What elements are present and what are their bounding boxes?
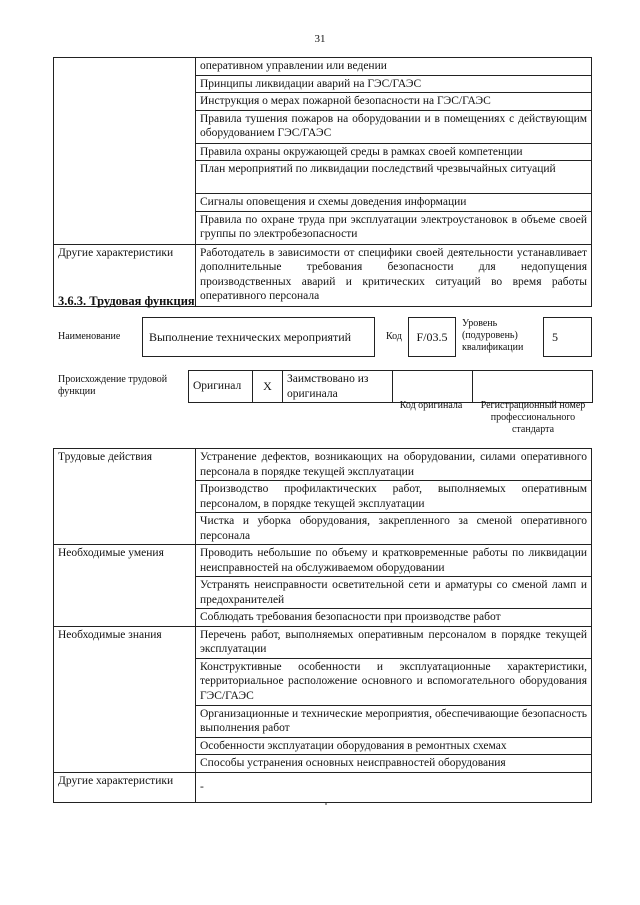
original-cell: [189, 371, 253, 403]
borrowed-cell: [283, 371, 393, 403]
origin-table: [188, 370, 593, 403]
required-knowledge-label: Необходимые знания: [54, 626, 196, 772]
code-label: Код: [386, 331, 402, 342]
original-mark-cell: [253, 371, 283, 403]
scan-dot: [325, 803, 327, 805]
function-code-value: F/03.5: [416, 330, 448, 344]
table-row: Устранение дефектов, возникающих на оборудовании, силами оперативного персонала в порядке текущей эксплуатации: [196, 449, 592, 481]
qualification-level-value: 5: [552, 330, 558, 344]
table-row: Инструкция о мерах пожарной безопасности на ГЭС/ГАЭС: [196, 93, 592, 111]
required-skills-label: Необходимые умения: [54, 545, 196, 627]
page-number: 31: [314, 33, 326, 45]
table-row: Правила тушения пожаров на оборудовании и в помещениях с действующим оборудованием ГЭС/ГАЭС: [196, 110, 592, 143]
table-row: Устранять неисправности осветительной сети и арматуры со сменой ламп и предохранителей: [196, 577, 592, 609]
top-table: [53, 57, 592, 307]
section-title: 3.6.3. Трудовая функция: [58, 294, 195, 308]
labor-actions-label: Трудовые действия: [54, 449, 196, 545]
main-table: [53, 448, 592, 803]
table-row: Чистка и уборка оборудования, закрепленного за сменой оперативного персонала: [196, 513, 592, 545]
original-mark: X: [263, 379, 272, 394]
registration-caption: Регистрационный номер профессионального стандарта: [480, 400, 586, 435]
table-row: Сигналы оповещения и схемы доведения информации: [196, 194, 592, 212]
table-row: Организационные и технические мероприятия, обеспечивающие безопасность выполнения работ: [196, 705, 592, 737]
table-row: План мероприятий по ликвидации последствий чрезвычайных ситуаций: [196, 161, 592, 194]
function-name-value: Выполнение технических мероприятий: [149, 330, 352, 344]
table-row: Перечень работ, выполняемых оперативным персоналом в порядке текущей эксплуатации: [196, 626, 592, 658]
table-row: Производство профилактических работ, выполняемых оперативным персоналом, в порядке текущей эксплуатации: [196, 481, 592, 513]
origin-label: Происхождение трудовой функции: [58, 374, 168, 397]
level-label: Уровень (подуровень) квалификации: [462, 318, 524, 353]
name-label: Наименование: [58, 331, 121, 342]
original-label: Оригинал: [193, 380, 242, 393]
table-row: Соблюдать требования безопасности при производстве работ: [196, 609, 592, 627]
table-row: Особенности эксплуатации оборудования в ремонтных схемах: [196, 737, 592, 755]
other-characteristics-value-2: -: [196, 772, 592, 802]
table-row: Правила охраны окружающей среды в рамках своей компетенции: [196, 143, 592, 161]
table-row: Принципы ликвидации аварий на ГЭС/ГАЭС: [196, 75, 592, 93]
top-table-empty-label-cell: [54, 58, 196, 245]
origin-code-cell: [393, 371, 473, 403]
other-characteristics-label: Другие характеристики: [54, 244, 196, 306]
registration-number-cell: [473, 371, 593, 403]
table-row: Конструктивные особенности и эксплуатационные характеристики, территориальное расположение основного и вспомогательного оборудования ГЭС/ГАЭС: [196, 658, 592, 705]
table-row: Правила по охране труда при эксплуатации электроустановок в объеме своей группы по электробезопасности: [196, 211, 592, 244]
other-characteristics-label-2: Другие характеристики: [54, 772, 196, 802]
borrowed-label: Заимствовано из оригинала: [287, 373, 369, 400]
table-row: Способы устранения основных неисправностей оборудования: [196, 755, 592, 773]
qualification-level-box: [543, 317, 592, 357]
code-caption: Код оригинала: [399, 400, 463, 411]
table-row: Проводить небольшие по объему и кратковременные работы по ликвидации неисправностей на обслуживаемом оборудовании: [196, 545, 592, 577]
other-characteristics-text: Работодатель в зависимости от специфики своей деятельности устанавливает дополнительные требования безопасности для недопущения производственных аварий и критических ситуаций во время работы оперативного персонала: [196, 244, 592, 306]
table-row: оперативном управлении или ведении: [196, 58, 592, 76]
function-code-box: [408, 317, 456, 357]
function-name-box: [142, 317, 375, 357]
